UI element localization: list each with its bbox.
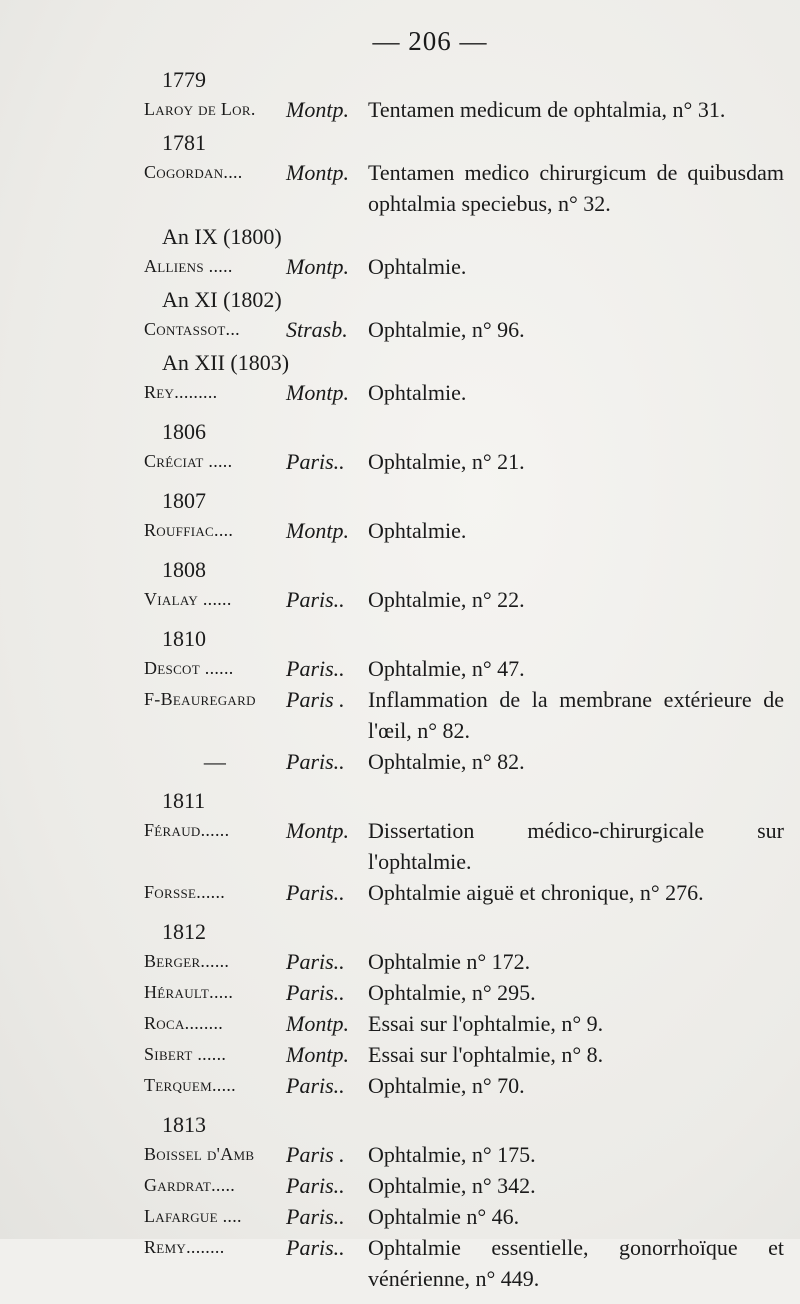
entry-place: Montp. — [286, 254, 349, 279]
year-heading: 1810 — [162, 626, 206, 651]
entry-place: Paris.. — [286, 449, 345, 474]
entry-place: Paris.. — [286, 980, 345, 1005]
entry-title: Ophtalmie. — [368, 254, 467, 279]
spacer — [144, 615, 784, 625]
entry-title: Ophtalmie n° 172. — [368, 949, 531, 974]
entry-title: Tentamen medico chirurgicum de quibusdam ophtalmia speciebus, n° 32. — [368, 160, 784, 216]
entry-author: Cogordan.... — [144, 162, 243, 182]
entry-author: Terquem..... — [144, 1075, 236, 1095]
entry-author: Laroy de Lor. — [144, 99, 256, 119]
page-number: — 206 — — [372, 26, 488, 56]
bibliography-entry — [144, 877, 784, 908]
entry-title: Ophtalmie. — [368, 380, 467, 405]
entry-title: Ophtalmie, n° 21. — [368, 449, 525, 474]
entry-place: Paris . — [286, 1142, 345, 1167]
entry-place: Montp. — [286, 1011, 349, 1036]
year-heading: 1812 — [162, 919, 206, 944]
year-heading: An IX (1800) — [162, 224, 282, 249]
bibliography-entry — [144, 1070, 784, 1101]
bibliography-entry — [144, 684, 784, 746]
entry-author: Lafargue .... — [144, 1206, 242, 1226]
entry-title: Ophtalmie, n° 70. — [368, 1073, 525, 1098]
entry-title: Ophtalmie, n° 96. — [368, 317, 525, 342]
entry-author: Gardrat..... — [144, 1175, 236, 1195]
entry-place: Montp. — [286, 1042, 349, 1067]
year-heading: 1813 — [162, 1112, 206, 1137]
entry-author: Boissel d'Amb — [144, 1144, 255, 1164]
entry-title: Ophtalmie n° 46. — [368, 1204, 520, 1229]
spacer — [144, 1101, 784, 1111]
bibliography-entry — [144, 946, 784, 977]
bibliography-entry — [144, 377, 784, 408]
entry-place: Montp. — [286, 380, 349, 405]
bibliography-entry — [144, 1170, 784, 1201]
entry-author: F-Beauregard — [144, 689, 256, 709]
entry-title: Ophtalmie essentielle, gonorrhoïque et vénérienne, n° 449. — [368, 1235, 784, 1291]
entry-place: Strasb. — [286, 317, 348, 342]
entry-title: Ophtalmie aiguë et chronique, n° 276. — [368, 880, 704, 905]
bibliography-entry — [144, 1232, 784, 1294]
bibliography-entry — [144, 314, 784, 345]
year-heading: 1806 — [162, 419, 206, 444]
bibliography-entry — [144, 94, 784, 125]
year-heading: 1807 — [162, 488, 206, 513]
bibliography-entry — [144, 1008, 784, 1039]
spacer — [144, 546, 784, 556]
entry-place: Paris.. — [286, 656, 345, 681]
bibliography-entry — [144, 653, 784, 684]
entry-author: Descot ...... — [144, 658, 234, 678]
entry-author: Remy........ — [144, 1237, 225, 1257]
bibliography-entry — [144, 1039, 784, 1070]
entry-place: Paris.. — [286, 1173, 345, 1198]
bibliography-entry — [144, 584, 784, 615]
bibliography-entry — [144, 746, 784, 777]
spacer — [144, 908, 784, 918]
bibliography-entry — [144, 446, 784, 477]
year-heading: 1781 — [162, 130, 206, 155]
entry-title: Ophtalmie, n° 22. — [368, 587, 525, 612]
bibliography-entry — [144, 815, 784, 877]
entry-author: Forsse...... — [144, 882, 226, 902]
entry-title: Dissertation médico-chirurgicale sur l'ophtalmie. — [368, 818, 784, 874]
spacer — [144, 477, 784, 487]
entry-place: Paris . — [286, 687, 345, 712]
bibliography-entry — [144, 977, 784, 1008]
entry-place: Paris.. — [286, 1073, 345, 1098]
bibliography-entry — [144, 157, 784, 219]
spacer — [144, 408, 784, 418]
entry-place: Paris.. — [286, 880, 345, 905]
entry-author: Sibert ...... — [144, 1044, 227, 1064]
bibliography-entry — [144, 251, 784, 282]
entry-place: Paris.. — [286, 1204, 345, 1229]
entry-place: Paris.. — [286, 749, 345, 774]
entry-author: Hérault..... — [144, 982, 234, 1002]
year-heading: An XI (1802) — [162, 287, 282, 312]
year-heading: 1808 — [162, 557, 206, 582]
entry-author: Berger...... — [144, 951, 230, 971]
entry-author: Roca........ — [144, 1013, 224, 1033]
bibliography-list — [144, 66, 784, 1304]
entry-author: Alliens ..... — [144, 256, 233, 276]
entry-title: Ophtalmie, n° 175. — [368, 1142, 536, 1167]
entry-title: Inflammation de la membrane extérieure de l'œil, n° 82. — [368, 687, 784, 743]
entry-title: Essai sur l'ophtalmie, n° 9. — [368, 1011, 604, 1036]
entry-title: Ophtalmie, n° 295. — [368, 980, 536, 1005]
entry-place: Montp. — [286, 160, 349, 185]
entry-author: Féraud...... — [144, 820, 230, 840]
entry-author: Rouffiac.... — [144, 520, 234, 540]
entry-title: Ophtalmie. — [368, 518, 467, 543]
entry-title: Tentamen medicum de ophtalmia, n° 31. — [368, 97, 726, 122]
entry-author: Contassot... — [144, 319, 240, 339]
entry-place: Paris.. — [286, 949, 345, 974]
entry-author: Rey......... — [144, 382, 218, 402]
year-heading: An XII (1803) — [162, 350, 290, 375]
entry-author: — — [203, 749, 227, 774]
entry-place: Montp. — [286, 97, 349, 122]
year-heading: 1779 — [162, 67, 206, 92]
bibliography-entry — [144, 1201, 784, 1232]
entry-title: Ophtalmie, n° 342. — [368, 1173, 536, 1198]
bibliography-entry — [144, 515, 784, 546]
entry-place: Montp. — [286, 818, 349, 843]
entry-place: Paris.. — [286, 1235, 345, 1260]
spacer — [144, 777, 784, 787]
entry-author: Créciat ..... — [144, 451, 233, 471]
entry-title: Ophtalmie, n° 82. — [368, 749, 525, 774]
entry-author: Vialay ...... — [144, 589, 232, 609]
entry-title: Ophtalmie, n° 47. — [368, 656, 525, 681]
entry-title: Essai sur l'ophtalmie, n° 8. — [368, 1042, 604, 1067]
entry-place: Paris.. — [286, 587, 345, 612]
spacer — [144, 1294, 784, 1304]
entry-place: Montp. — [286, 518, 349, 543]
bibliography-entry — [144, 1139, 784, 1170]
year-heading: 1811 — [162, 788, 206, 813]
